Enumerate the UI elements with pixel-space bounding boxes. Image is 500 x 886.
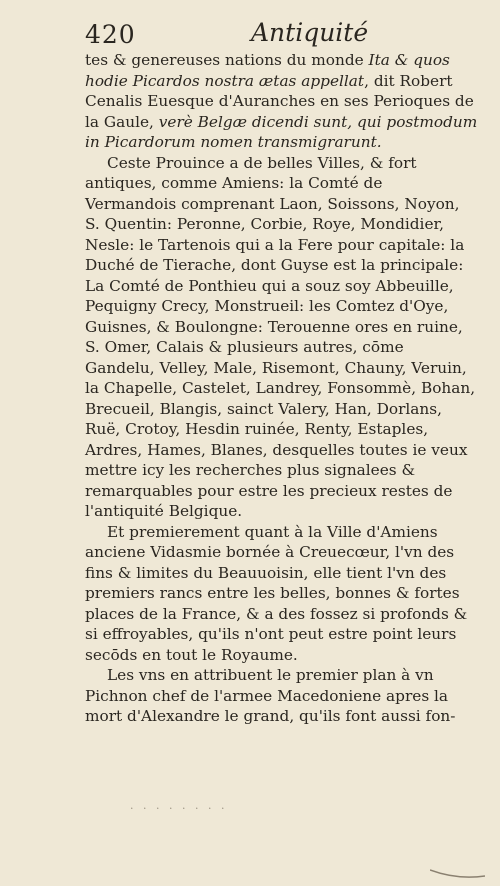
paragraph-1-text-a: tes & genereuses nations du monde (85, 51, 369, 69)
paragraph-1 (85, 50, 478, 153)
bleed-through-marks: · · · · · · · · (130, 802, 228, 815)
latin-quote-1: Ita & quos hodie Picardos nostra ætas appellat (85, 51, 450, 90)
paragraph-2: Ceste Prouince a de belles Villes, & fort antiques, comme Amiens: la Comté de Vermandois comprenant Laon, Soissons, Noyon, S. Quentin: Peronne, Corbie, Roye, Mondidier, Nesle: le Tartenois qui a la Fere pour capitale: la Duché de Tierache, dont Guyse est la principale: La Comté de Ponthieu qui a souz soy Abbeuille, Pequigny Crecy, Monstrueil: les Comtez d'Oye, Guisnes, & Boulongne: Terouenne ores en ruine, S. Omer, Calais & plusieurs autres, cōme Gandelu, Velley, Male, Risemont, Chauny, Veruin, la Chapelle, Castelet, Landrey, Fonsommè, Bohan, Brecueil, Blangis, sainct Valery, Han, Dorlans, Ruë, Crotoy, Hesdin ruinée, Renty, Estaples, Ardres, Hames, Blanes, desquelles toutes ie veux mettre icy les recherches plus signalees & remarquables pour estre les precieux restes de l'antiquité Belgique. (85, 153, 476, 520)
paragraph-3: Et premierement quant à la Ville d'Amiens anciene Vidasmie bornée à Creuecœur, l'vn des fins & limites du Beauuoisin, elle tient l'vn des premiers rancs entre les belles, bonnes & fortes places de la France, & a des fossez si profonds & si effroyables, qu'ils n'ont peut estre point leurs secōds en tout le Royaume. (85, 522, 468, 664)
page-corner-curl (430, 868, 485, 878)
latin-quote-2: verè Belgæ dicendi sunt, qui postmodum in Picardorum nomen transmigrarunt. (85, 112, 478, 151)
paragraph-4: Les vns en attribuent le premier plan à vn Pichnon chef de l'armee Macedoniene apres la mort d'Alexandre le grand, qu'ils font aussi fon- (85, 666, 456, 725)
body-text (85, 50, 478, 727)
page-header (85, 18, 478, 52)
page-number: 420 (85, 20, 136, 49)
running-title: Antiquité (251, 18, 369, 47)
paragraph-1-text-b: , dit Robert Cenalis Euesque d'Auranches en ses Perioques de la Gaule, (85, 71, 474, 131)
